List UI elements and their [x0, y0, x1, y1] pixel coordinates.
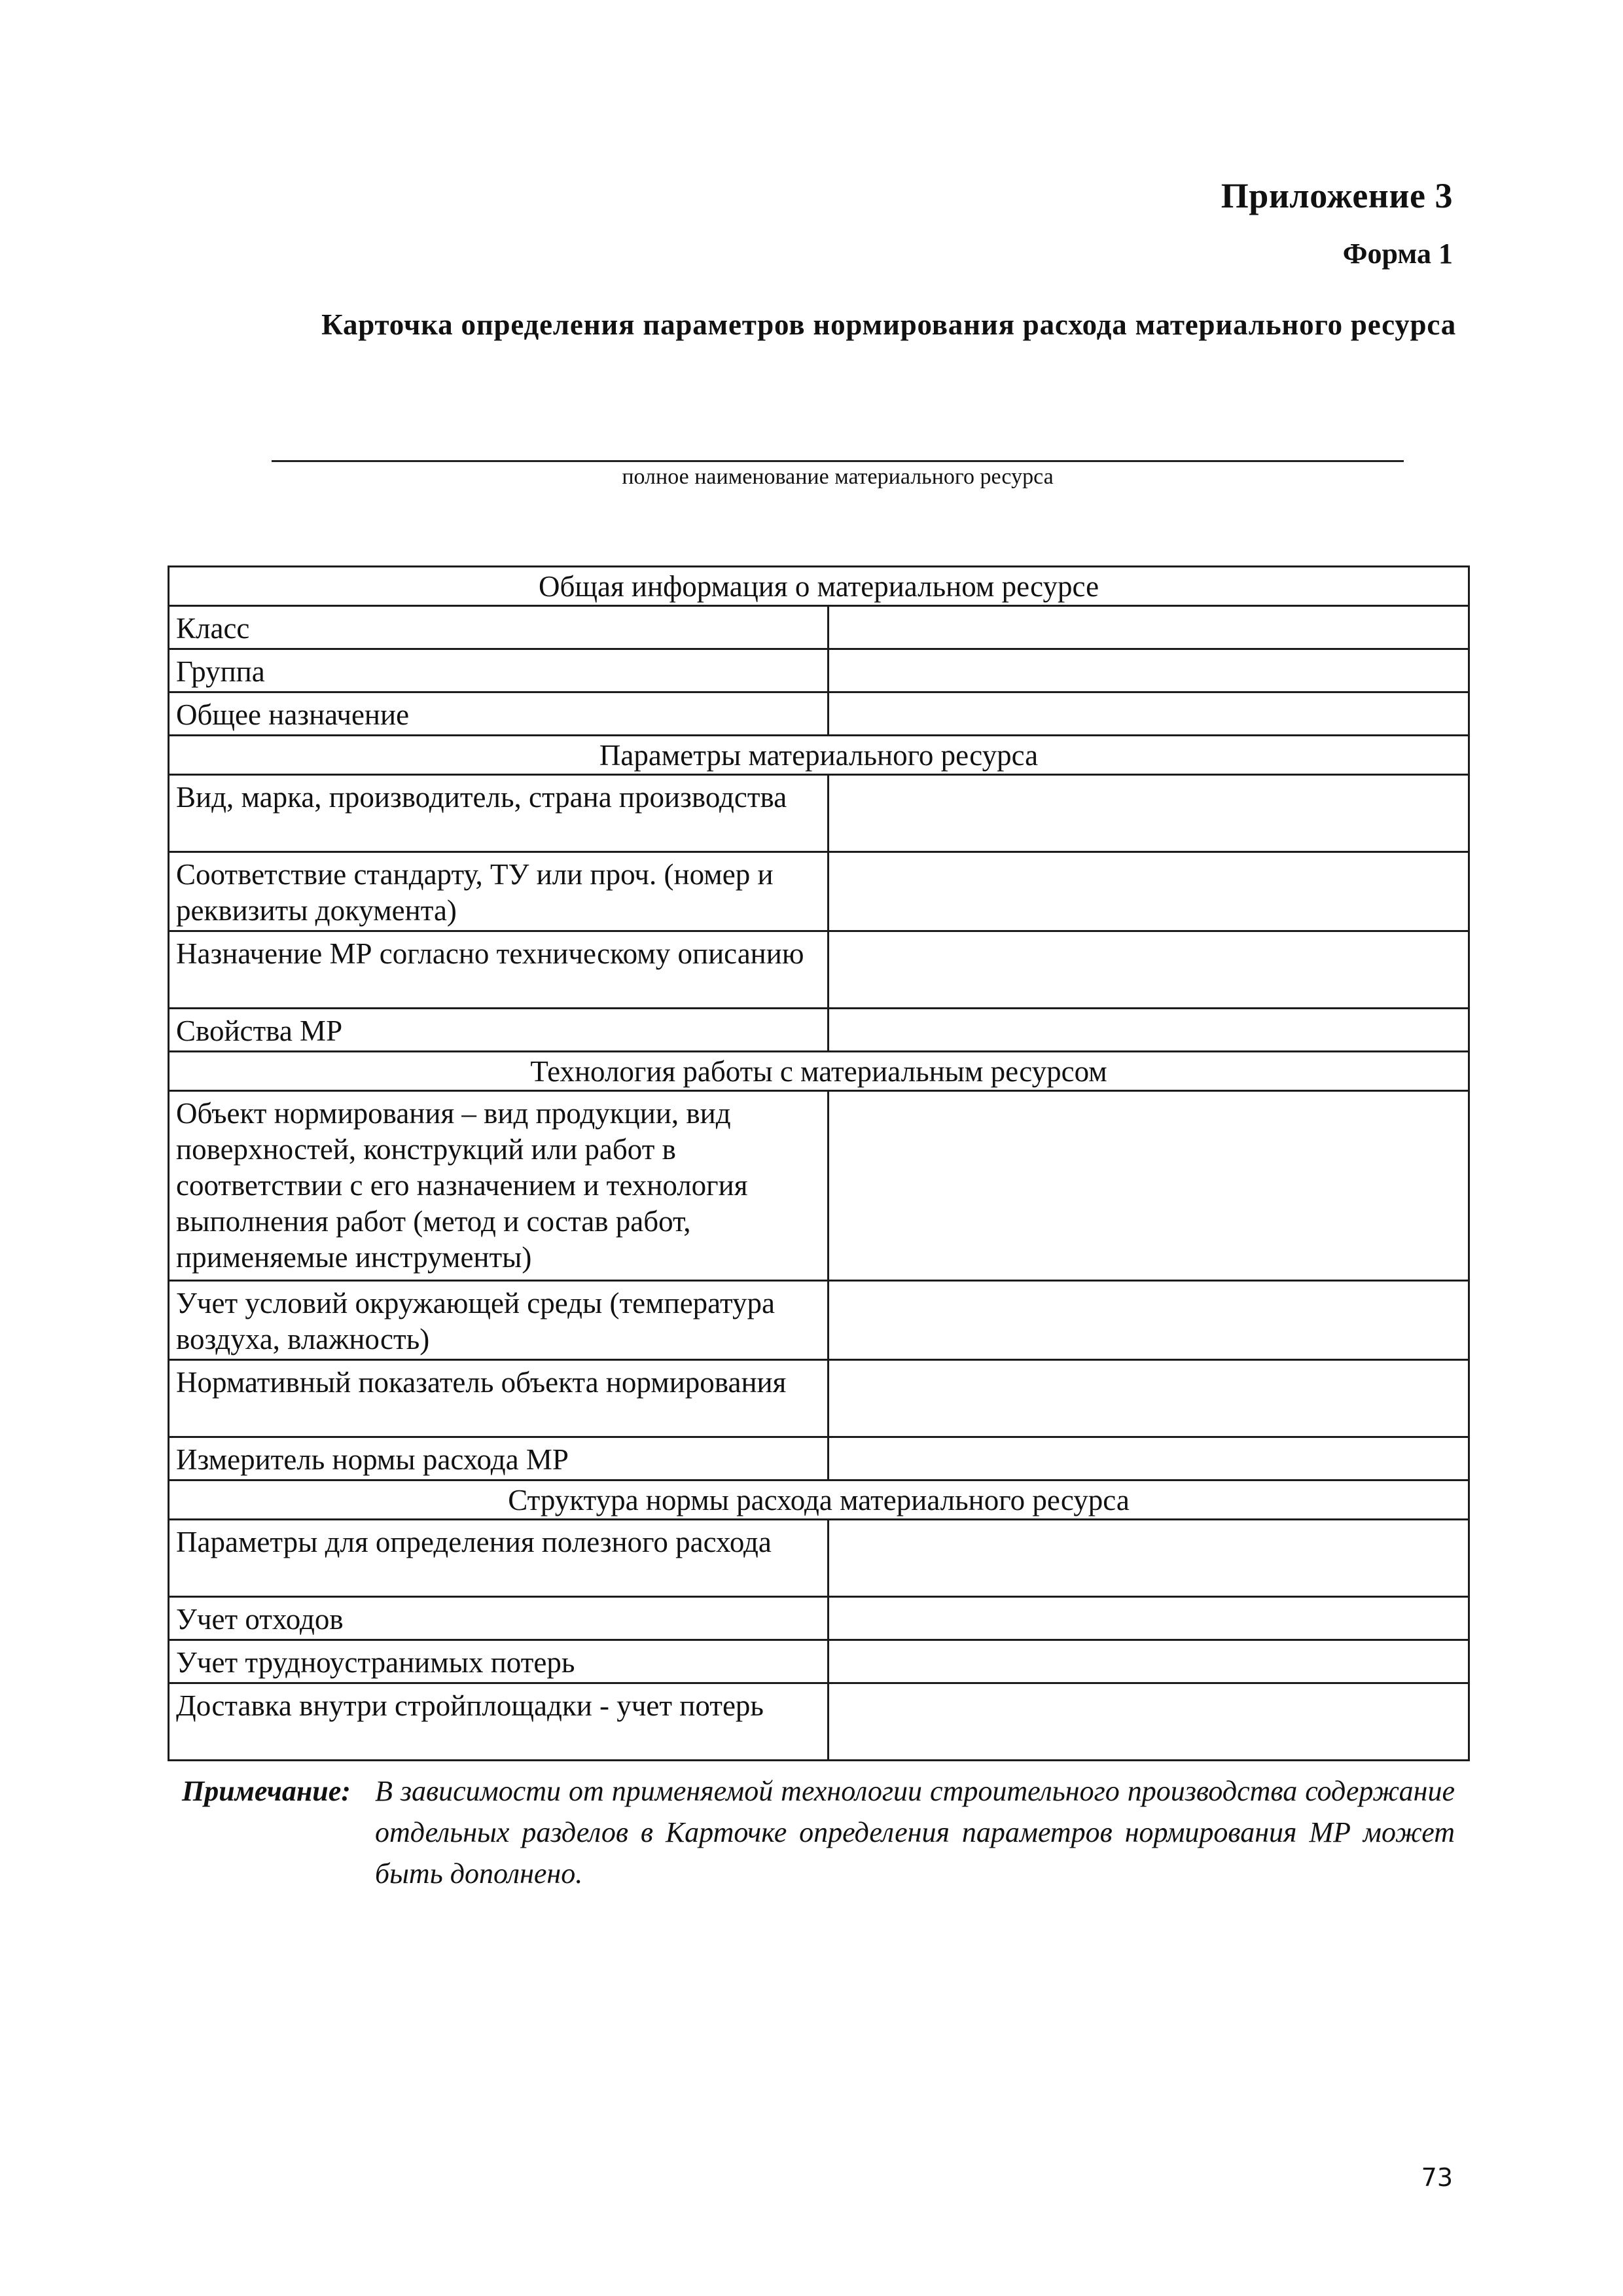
table-row [169, 1597, 1469, 1640]
value-cell[interactable] [829, 692, 1469, 736]
section-header-row [169, 567, 1469, 606]
row-label: Назначение МР согласно техническому описанию [169, 931, 829, 1009]
table-row [169, 692, 1469, 736]
row-label: Объект нормирования – вид продукции, вид поверхностей, конструкций или работ в соответствии с его назначением и технология выполнения работ (метод и состав работ, применяемые инструменты) [169, 1091, 829, 1281]
value-cell[interactable] [829, 1009, 1469, 1052]
section-title-technology: Технология работы с материальным ресурсом [169, 1052, 1469, 1091]
table-row [169, 775, 1469, 852]
value-cell[interactable] [829, 1640, 1469, 1683]
document-title: Карточка определения параметров нормирования расхода материального ресурса [321, 308, 1456, 341]
value-cell[interactable] [829, 1281, 1469, 1360]
section-title-general: Общая информация о материальном ресурсе [169, 567, 1469, 606]
table-row [169, 1437, 1469, 1480]
value-cell[interactable] [829, 852, 1469, 931]
row-label: Учет трудноустранимых потерь [169, 1640, 829, 1683]
row-label: Класс [169, 606, 829, 649]
table-row [169, 1640, 1469, 1683]
table-row [169, 1009, 1469, 1052]
row-label: Доставка внутри стройплощадки - учет потерь [169, 1683, 829, 1761]
page-number: 73 [1421, 2163, 1453, 2192]
note-label: Примечание: [182, 1775, 351, 1807]
row-label: Группа [169, 649, 829, 692]
table-row [169, 1520, 1469, 1597]
value-cell[interactable] [829, 649, 1469, 692]
form-label: Форма 1 [1342, 238, 1453, 270]
row-label: Соответствие стандарту, ТУ или проч. (номер и реквизиты документа) [169, 852, 829, 931]
value-cell[interactable] [829, 1597, 1469, 1640]
value-cell[interactable] [829, 606, 1469, 649]
value-cell[interactable] [829, 1520, 1469, 1597]
value-cell[interactable] [829, 1091, 1469, 1281]
row-label: Измеритель нормы расхода МР [169, 1437, 829, 1480]
row-label: Нормативный показатель объекта нормирования [169, 1360, 829, 1437]
note-block [182, 1770, 1455, 1894]
section-header-row [169, 1052, 1469, 1091]
table-row [169, 606, 1469, 649]
value-cell[interactable] [829, 1683, 1469, 1761]
table-row [169, 1683, 1469, 1761]
section-header-row [169, 1480, 1469, 1520]
table-row [169, 1091, 1469, 1281]
table-row [169, 649, 1469, 692]
value-cell[interactable] [829, 775, 1469, 852]
table-row [169, 1360, 1469, 1437]
row-label: Учет отходов [169, 1597, 829, 1640]
value-cell[interactable] [829, 1360, 1469, 1437]
table-row [169, 931, 1469, 1009]
resource-name-line[interactable] [272, 460, 1404, 462]
row-label: Свойства МР [169, 1009, 829, 1052]
value-cell[interactable] [829, 1437, 1469, 1480]
section-title-structure: Структура нормы расхода материального ресурса [169, 1480, 1469, 1520]
section-title-parameters: Параметры материального ресурса [169, 736, 1469, 775]
resource-card-table [168, 565, 1470, 1761]
row-label: Учет условий окружающей среды (температура воздуха, влажность) [169, 1281, 829, 1360]
section-header-row [169, 736, 1469, 775]
value-cell[interactable] [829, 931, 1469, 1009]
row-label: Вид, марка, производитель, страна производства [169, 775, 829, 852]
appendix-label: Приложение 3 [1221, 176, 1453, 215]
row-label: Общее назначение [169, 692, 829, 736]
resource-name-caption: полное наименование материального ресурса [622, 465, 1054, 489]
table-row [169, 1281, 1469, 1360]
note-text: В зависимости от применяемой технологии строительного производства содержание отдельных разделов в Карточке определения параметров нормирования МР может быть дополнено. [375, 1775, 1455, 1890]
row-label: Параметры для определения полезного расхода [169, 1520, 829, 1597]
table-row [169, 852, 1469, 931]
